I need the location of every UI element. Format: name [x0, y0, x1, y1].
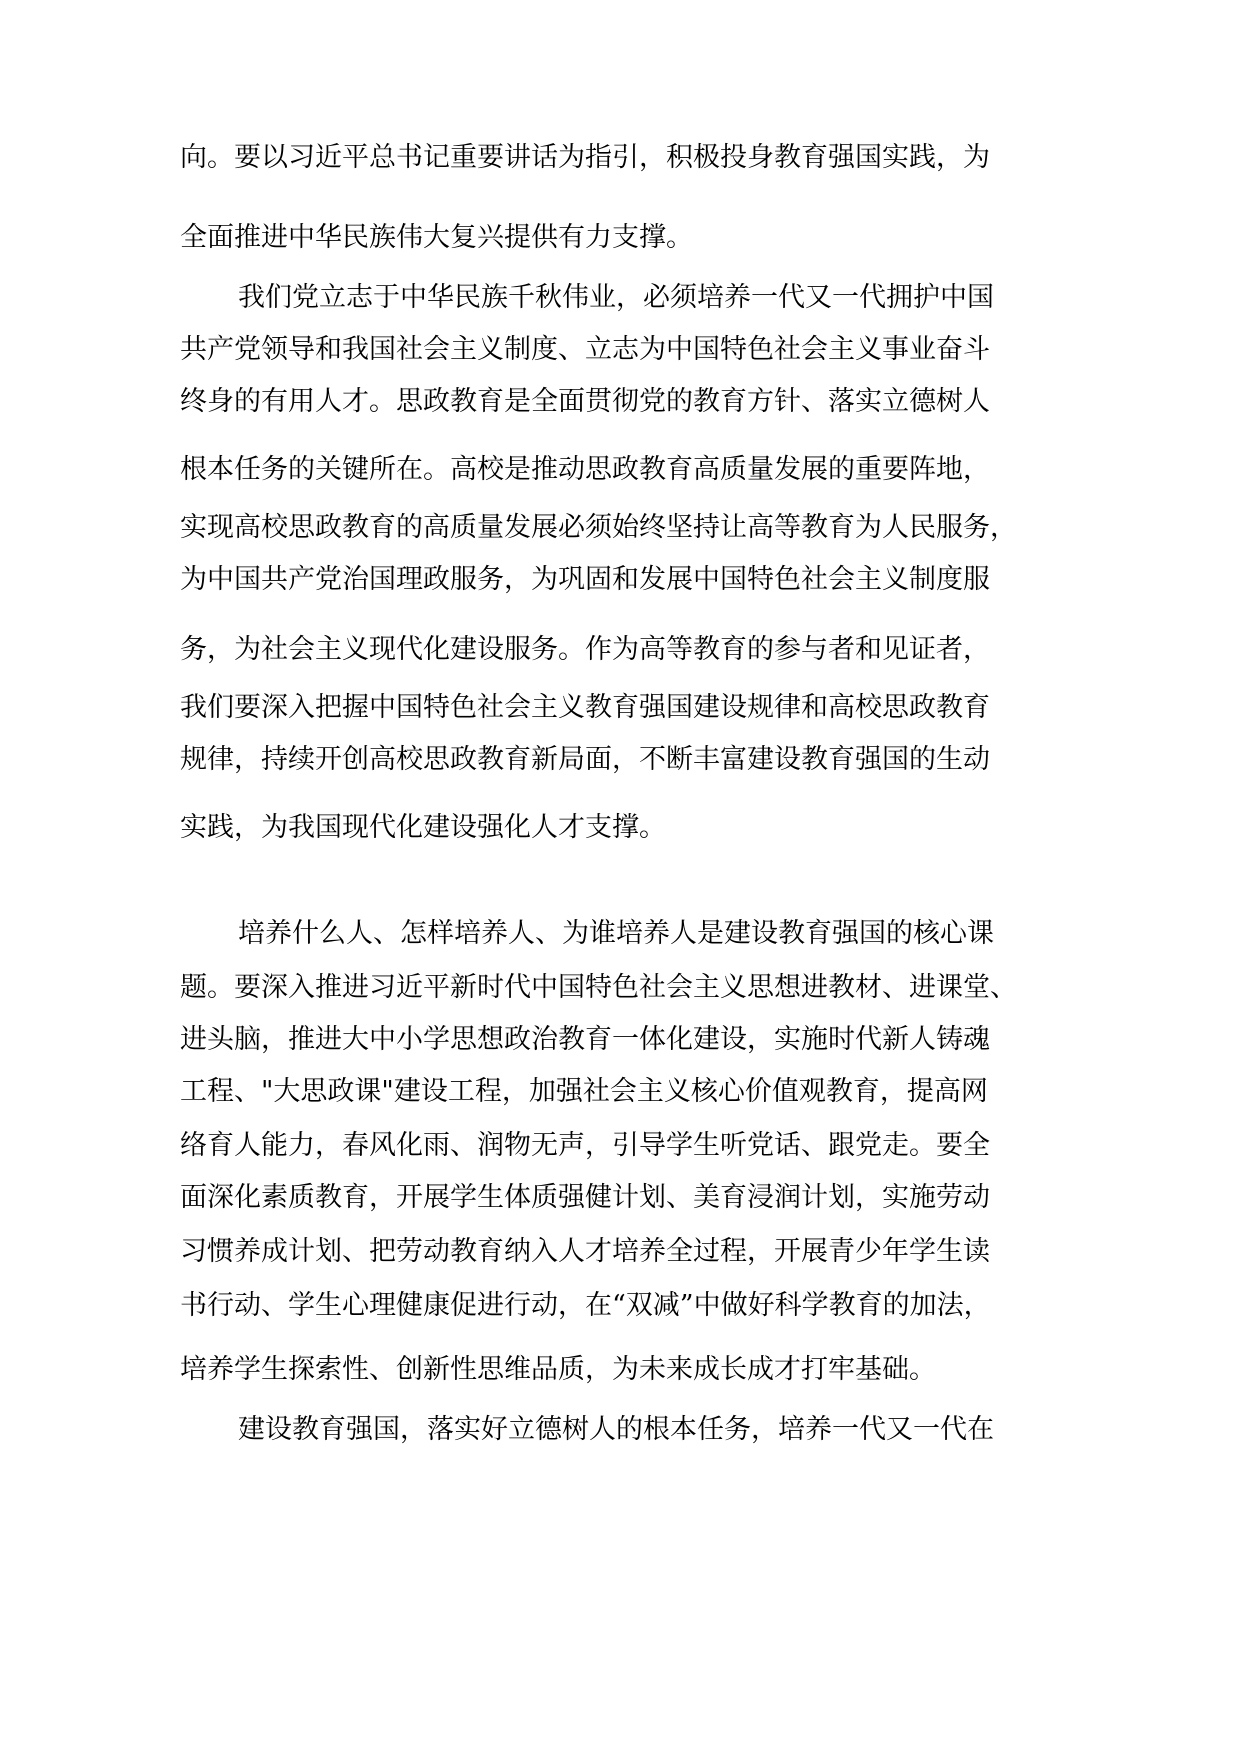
text-line: 实现高校思政教育的高质量发展必须始终坚持让高等教育为人民服务， [180, 512, 1017, 543]
text-line: 根本任务的关键所在。高校是推动思政教育高质量发展的重要阵地， [180, 454, 990, 485]
text-line: 务，为社会主义现代化建设服务。作为高等教育的参与者和见证者， [180, 634, 990, 665]
text-line: 络育人能力，春风化雨、润物无声，引导学生听党话、跟党走。要全 [180, 1130, 990, 1161]
text-line: 实践，为我国现代化建设强化人才支撑。 [180, 812, 666, 843]
text-line: 我们党立志于中华民族千秋伟业，必须培养一代又一代拥护中国 [238, 282, 994, 313]
text-line: 书行动、学生心理健康促进行动，在“双减”中做好科学教育的加法， [180, 1290, 991, 1321]
text-line: 共产党领导和我国社会主义制度、立志为中国特色社会主义事业奋斗 [180, 334, 990, 365]
text-line: 全面推进中华民族伟大复兴提供有力支撑。 [180, 222, 693, 253]
text-line: 终身的有用人才。思政教育是全面贯彻党的教育方针、落实立德树人 [180, 386, 990, 417]
text-line: 为中国共产党治国理政服务，为巩固和发展中国特色社会主义制度服 [180, 564, 990, 595]
text-line: 进头脑，推进大中小学思想政治教育一体化建设，实施时代新人铸魂 [180, 1024, 990, 1055]
text-line: 我们要深入把握中国特色社会主义教育强国建设规律和高校思政教育 [180, 692, 990, 723]
text-line: 培养什么人、怎样培养人、为谁培养人是建设教育强国的核心课 [238, 918, 994, 949]
text-line: 工程、"大思政课"建设工程，加强社会主义核心价值观教育，提高网 [180, 1076, 988, 1107]
text-line: 规律，持续开创高校思政教育新局面，不断丰富建设教育强国的生动 [180, 744, 990, 775]
text-line: 建设教育强国，落实好立德树人的根本任务，培养一代又一代在 [238, 1414, 994, 1445]
text-line: 向。要以习近平总书记重要讲话为指引，积极投身教育强国实践，为 [180, 142, 990, 173]
text-line: 面深化素质教育，开展学生体质强健计划、美育浸润计划，实施劳动 [180, 1182, 990, 1213]
text-line: 题。要深入推进习近平新时代中国特色社会主义思想进教材、进课堂、 [180, 972, 1017, 1003]
text-line: 培养学生探索性、创新性思维品质，为未来成长成才打牢基础。 [180, 1354, 936, 1385]
text-line: 习惯养成计划、把劳动教育纳入人才培养全过程，开展青少年学生读 [180, 1236, 990, 1267]
